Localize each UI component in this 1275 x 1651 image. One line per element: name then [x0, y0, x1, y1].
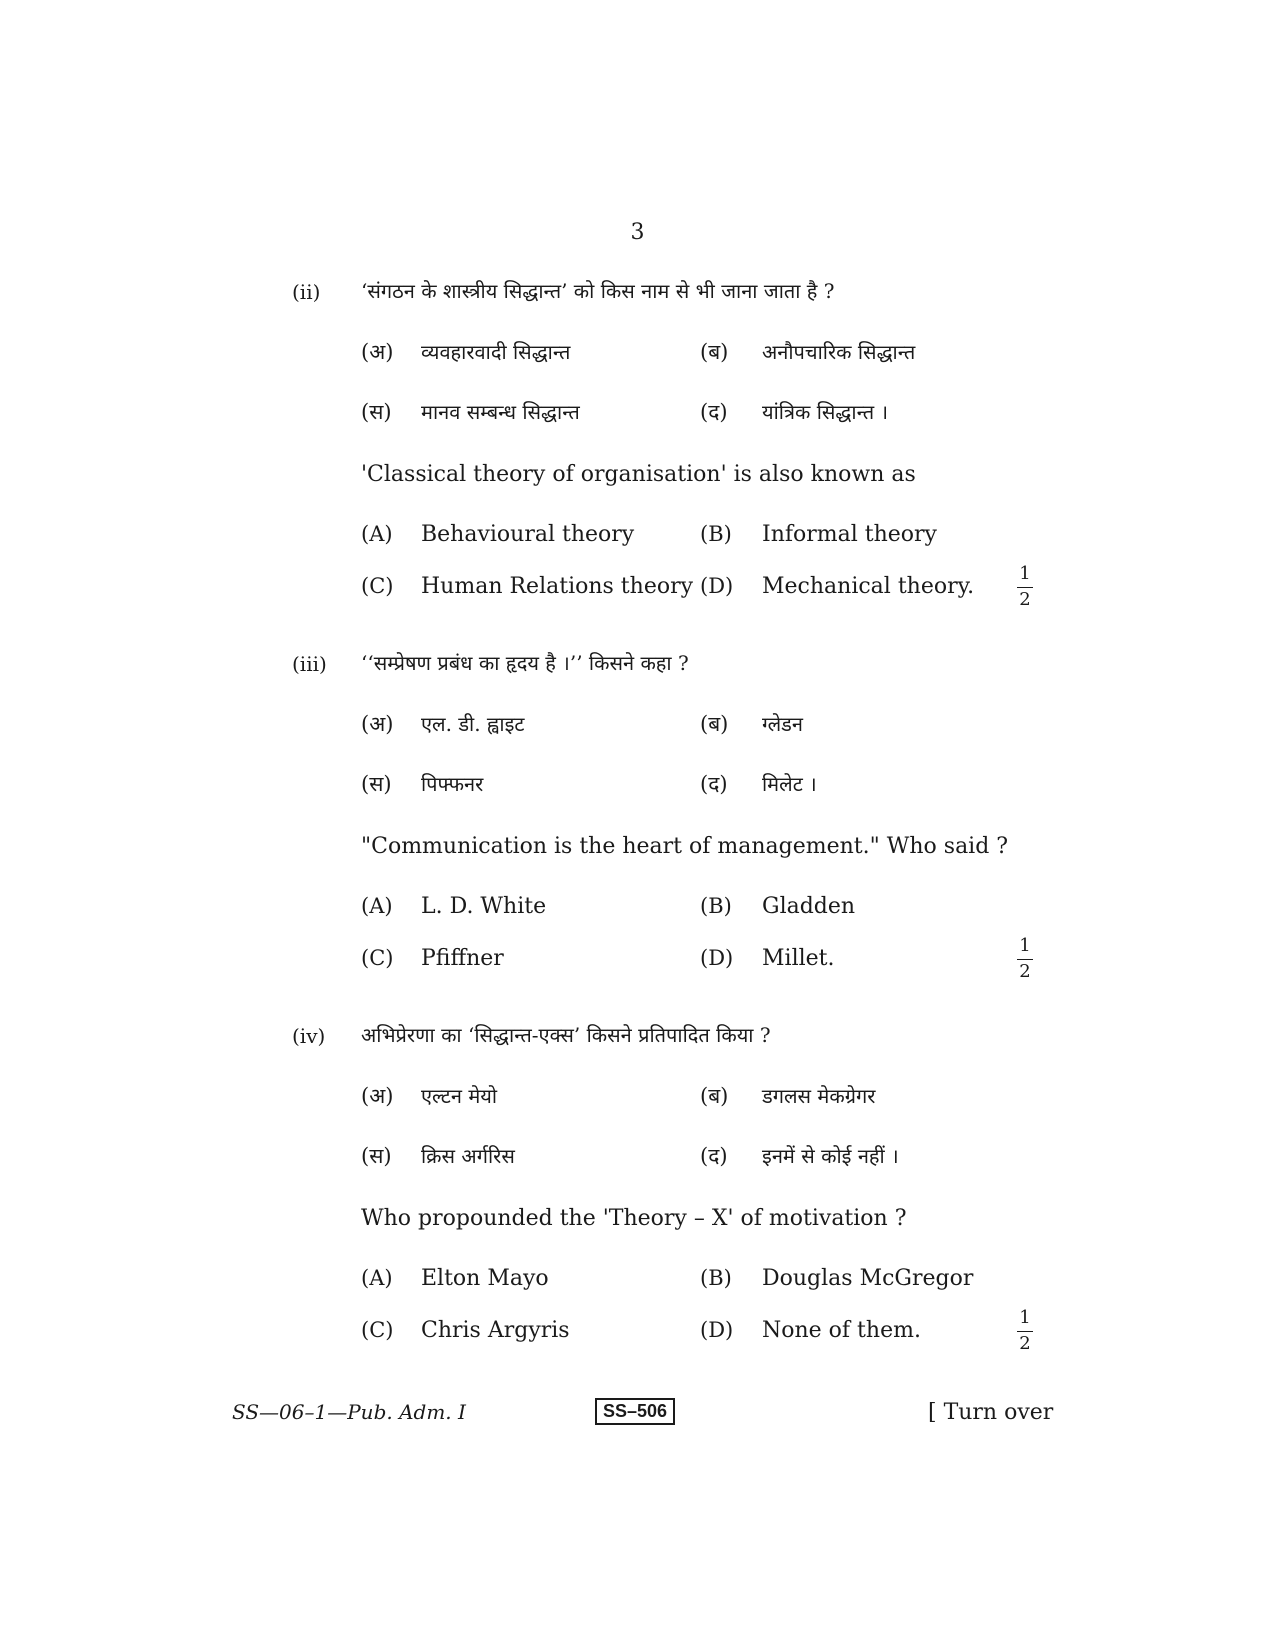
option-label: (ब) — [700, 1084, 729, 1108]
marks-fraction — [1013, 1308, 1037, 1354]
option-text: इनमें से कोई नहीं । — [762, 1144, 899, 1168]
option-text: Millet. — [762, 946, 835, 971]
footer-paper-code: SS—06–1—Pub. Adm. I — [232, 1400, 466, 1424]
question-stem-hindi: अभिप्रेरणा का ‘सिद्धान्त-एक्स’ किसने प्रतिपादित किया ? — [361, 1023, 771, 1047]
option-label: (A) — [361, 1266, 393, 1290]
option-label: (D) — [700, 574, 734, 598]
option-text: एल्टन मेयो — [421, 1084, 498, 1108]
option-label: (A) — [361, 894, 393, 918]
footer-turn-over: [ Turn over — [928, 1400, 1054, 1425]
option-label: (द) — [700, 1144, 728, 1168]
option-label: (स) — [361, 400, 392, 424]
option-label: (B) — [700, 894, 732, 918]
option-label: (C) — [361, 1318, 394, 1342]
option-label: (B) — [700, 522, 732, 546]
marks-numerator: 1 — [1019, 563, 1031, 584]
option-text: एल. डी. ह्वाइट — [421, 712, 525, 736]
option-text: L. D. White — [421, 894, 547, 919]
option-text: यांत्रिक सिद्धान्त । — [762, 400, 889, 424]
option-text: डगलस मेकग्रेगर — [762, 1084, 876, 1108]
option-label: (स) — [361, 772, 392, 796]
marks-denominator: 2 — [1019, 1333, 1031, 1354]
page-number: 3 — [630, 220, 645, 245]
option-label: (द) — [700, 400, 728, 424]
option-text: मिलेट । — [762, 772, 817, 796]
option-text: व्यवहारवादी सिद्धान्त — [421, 340, 571, 364]
question-stem-hindi: ‘संगठन के शास्त्रीय सिद्धान्त’ को किस नाम से भी जाना जाता है ? — [361, 279, 835, 303]
option-text: Gladden — [762, 894, 856, 919]
option-text: Human Relations theory — [421, 574, 694, 599]
fraction-bar — [1017, 1331, 1033, 1332]
footer-booklet-code: SS–506 — [595, 1398, 675, 1425]
option-text: Behavioural theory — [421, 522, 635, 547]
option-text: Chris Argyris — [421, 1318, 570, 1343]
option-text: मानव सम्बन्ध सिद्धान्त — [421, 400, 580, 424]
option-label: (D) — [700, 1318, 734, 1342]
option-label: (D) — [700, 946, 734, 970]
option-text: पिफ्फनर — [421, 772, 484, 796]
fraction-bar — [1017, 587, 1033, 588]
marks-fraction — [1013, 936, 1037, 982]
question-stem-hindi: ‘‘सम्प्रेषण प्रबंध का हृदय है ।’’ किसने कहा ? — [361, 651, 689, 675]
option-text: None of them. — [762, 1318, 921, 1343]
question-number: (iv) — [292, 1024, 326, 1048]
option-label: (द) — [700, 772, 728, 796]
option-label: (A) — [361, 522, 393, 546]
option-label: (अ) — [361, 340, 394, 364]
option-label: (ब) — [700, 340, 729, 364]
option-text: Elton Mayo — [421, 1266, 549, 1291]
question-number: (iii) — [292, 652, 327, 676]
option-label: (स) — [361, 1144, 392, 1168]
option-text: Mechanical theory. — [762, 574, 975, 599]
option-label: (अ) — [361, 712, 394, 736]
marks-denominator: 2 — [1019, 961, 1031, 982]
option-label: (ब) — [700, 712, 729, 736]
option-text: Informal theory — [762, 522, 937, 547]
option-label: (C) — [361, 574, 394, 598]
option-label: (C) — [361, 946, 394, 970]
option-text: ग्लेडन — [762, 712, 803, 736]
marks-numerator: 1 — [1019, 935, 1031, 956]
question-stem-english: 'Classical theory of organisation' is also known as — [361, 462, 916, 487]
question-stem-english: "Communication is the heart of management." Who said ? — [361, 834, 1009, 859]
marks-fraction — [1013, 564, 1037, 610]
marks-denominator: 2 — [1019, 589, 1031, 610]
question-number: (ii) — [292, 280, 321, 304]
option-text: अनौपचारिक सिद्धान्त — [762, 340, 916, 364]
option-label: (B) — [700, 1266, 732, 1290]
option-text: Douglas McGregor — [762, 1266, 974, 1291]
option-label: (अ) — [361, 1084, 394, 1108]
question-stem-english: Who propounded the 'Theory – X' of motivation ? — [361, 1206, 907, 1231]
option-text: Pfiffner — [421, 946, 504, 971]
marks-numerator: 1 — [1019, 1307, 1031, 1328]
fraction-bar — [1017, 959, 1033, 960]
option-text: क्रिस अर्गरिस — [421, 1144, 515, 1168]
